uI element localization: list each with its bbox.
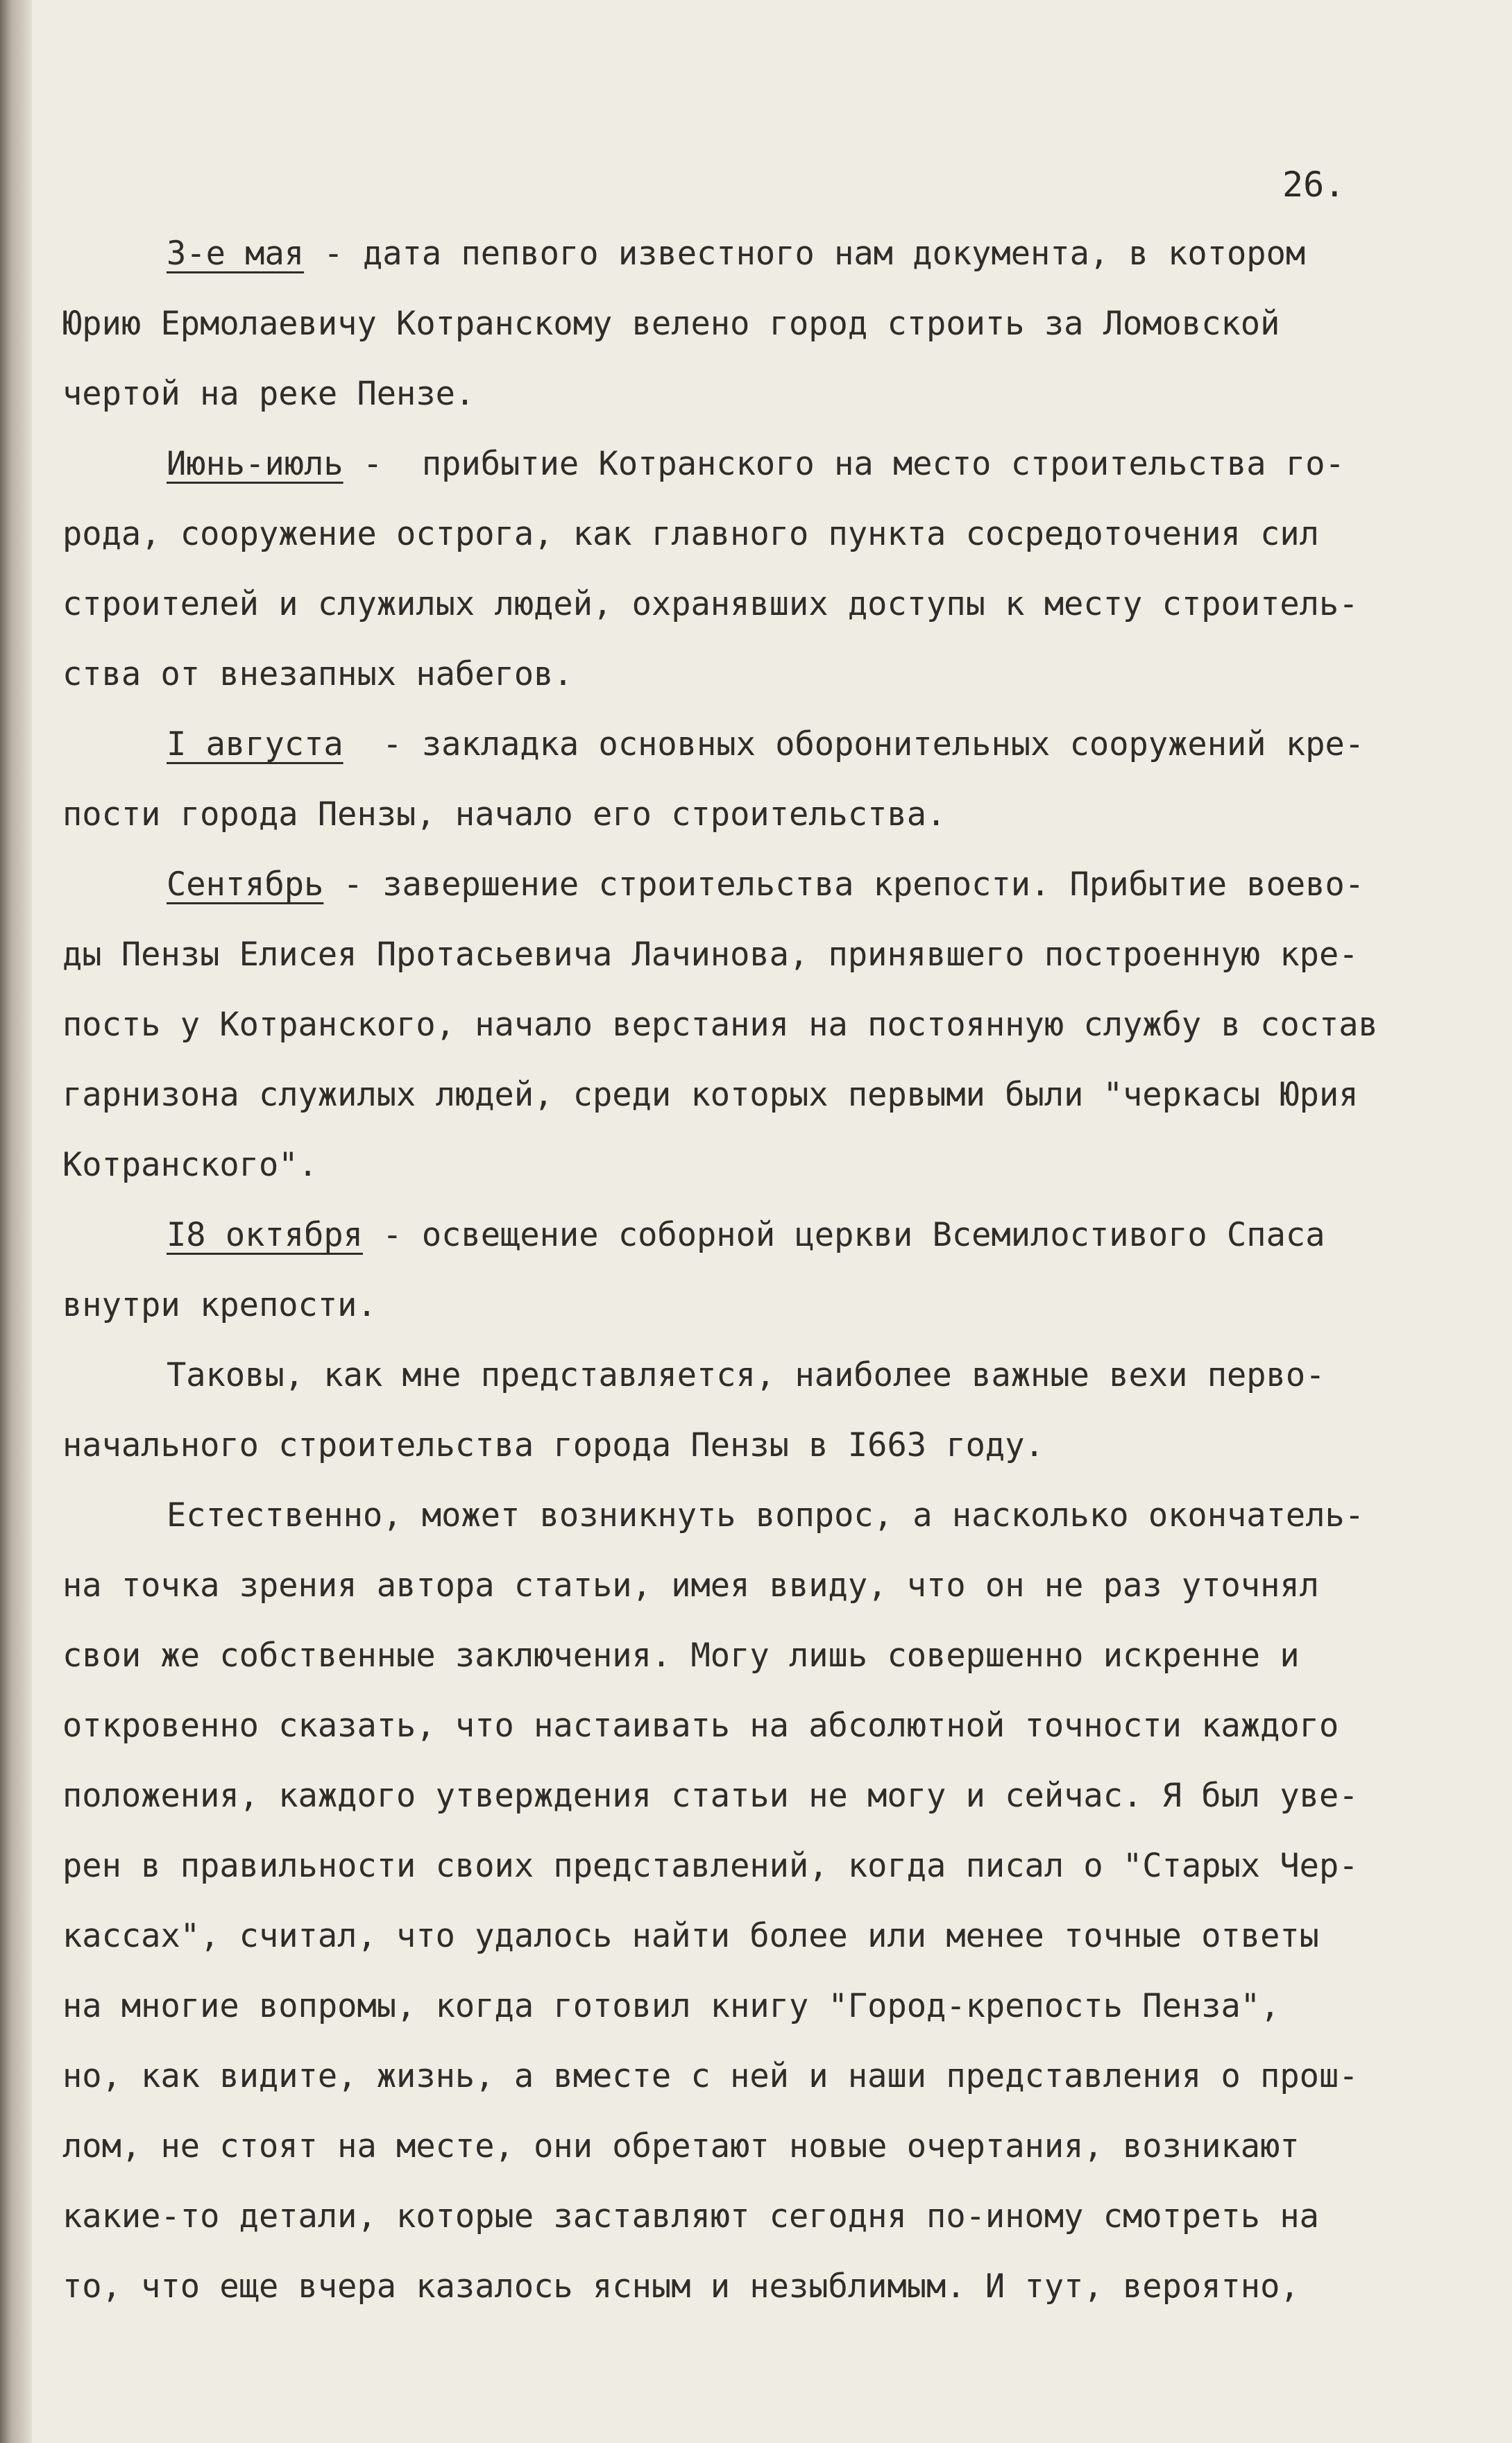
text-line <box>62 654 1506 724</box>
text-line <box>62 1144 1506 1215</box>
text-line <box>62 2266 1506 2336</box>
text-line <box>62 2126 1506 2196</box>
line-text: Естественно, может возникнуть вопрос, а насколько окончатель- <box>167 1496 1365 1535</box>
line-text: Таковы, как мне представляется, наиболее важные вехи перво- <box>167 1356 1325 1394</box>
line-text: гарнизона служилых людей, среди которых первыми были "черкасы Юрия <box>62 1076 1359 1114</box>
line-text: рода, сооружение острога, как главного пункта сосредоточения сил <box>62 515 1319 553</box>
line-text: Юрию Ермолаевичу Котранскому велено город строить за Ломовской <box>62 305 1280 343</box>
text-line <box>62 794 1506 864</box>
line-text: - прибытие Котранского на место строительства го- <box>343 445 1345 483</box>
text-line <box>62 1074 1506 1144</box>
text-line <box>62 514 1506 584</box>
line-text: ды Пензы Елисея Протасьевича Лачинова, принявшего построенную кре- <box>62 936 1359 974</box>
text-line <box>62 443 1506 514</box>
text-line <box>62 1635 1506 1705</box>
line-text: лом, не стоят на месте, они обретают новые очертания, возникают <box>62 2127 1300 2165</box>
line-text: на многие вопромы, когда готовил книгу "Город-крепость Пенза", <box>62 1987 1280 2025</box>
text-line <box>62 2056 1506 2126</box>
line-text: - дата пепвого известного нам документа, в котором <box>304 235 1306 273</box>
text-line <box>62 864 1506 934</box>
text-line <box>62 1215 1506 1285</box>
line-text: чертой на реке Пензе. <box>62 375 475 413</box>
text-line <box>62 584 1506 654</box>
line-text: - освещение соборной церкви Всемилостивого Спаса <box>362 1216 1325 1254</box>
text-line <box>62 1845 1506 1916</box>
text-line <box>62 1285 1506 1355</box>
line-text: рен в правильности своих представлений, когда писал о "Старых Чер- <box>62 1847 1359 1885</box>
text-line <box>62 1565 1506 1635</box>
text-line <box>62 1705 1506 1775</box>
line-text: - завершение строительства крепости. Прибытие воево- <box>323 865 1365 904</box>
typed-text <box>62 233 1506 2336</box>
line-text: то, что еще вчера казалось ясным и незыблимым. И тут, вероятно, <box>62 2267 1300 2306</box>
line-text: какие-то детали, которые заставляют сегодня по-иному смотреть на <box>62 2197 1319 2235</box>
text-line <box>62 1986 1506 2056</box>
line-text: пость у Котранского, начало верстания на постоянную службу в состав <box>62 1006 1378 1044</box>
line-text: на точка зрения автора статьи, имея ввиду, что он не раз уточнял <box>62 1566 1319 1605</box>
text-line <box>62 233 1506 303</box>
binding-edge <box>0 0 32 2443</box>
chronology-date: Июнь-июль <box>167 445 343 483</box>
line-text: внутри крепости. <box>62 1286 377 1324</box>
text-line <box>62 2196 1506 2266</box>
text-line <box>62 373 1506 443</box>
text-line <box>62 1425 1506 1495</box>
line-text: начального строительства города Пензы в I663 году. <box>62 1426 1044 1464</box>
line-text: но, как видите, жизнь, а вместе с ней и наши представления о прош- <box>62 2057 1359 2095</box>
chronology-date: I8 октября <box>167 1216 363 1254</box>
line-text: Котранского". <box>62 1146 318 1184</box>
text-line <box>62 1004 1506 1074</box>
text-line <box>62 1775 1506 1845</box>
text-line <box>62 1495 1506 1565</box>
text-line <box>62 1355 1506 1425</box>
text-line <box>62 934 1506 1004</box>
line-text: кассах", считал, что удалось найти более или менее точные ответы <box>62 1917 1319 1955</box>
line-text: откровенно сказать, что настаивать на абсолютной точности каждого <box>62 1707 1339 1745</box>
line-text: - закладка основных оборонительных сооружений кре- <box>343 725 1365 763</box>
chronology-date: Сентябрь <box>167 865 324 904</box>
line-text: положения, каждого утверждения статьи не могу и сейчас. Я был уве- <box>62 1777 1359 1815</box>
line-text: свои же собственные заключения. Могу лишь совершенно искренне и <box>62 1637 1300 1675</box>
line-text: ства от внезапных набегов. <box>62 655 573 693</box>
line-text: строителей и служилых людей, охранявших доступы к месту строитель- <box>62 585 1359 623</box>
chronology-date: I августа <box>167 725 343 763</box>
text-line <box>62 724 1506 794</box>
chronology-date: 3-е мая <box>167 235 305 273</box>
line-text: пости города Пензы, начало его строительства. <box>62 795 946 834</box>
page-number: 26. <box>1282 164 1345 205</box>
text-line <box>62 303 1506 373</box>
text-line <box>62 1916 1506 1986</box>
